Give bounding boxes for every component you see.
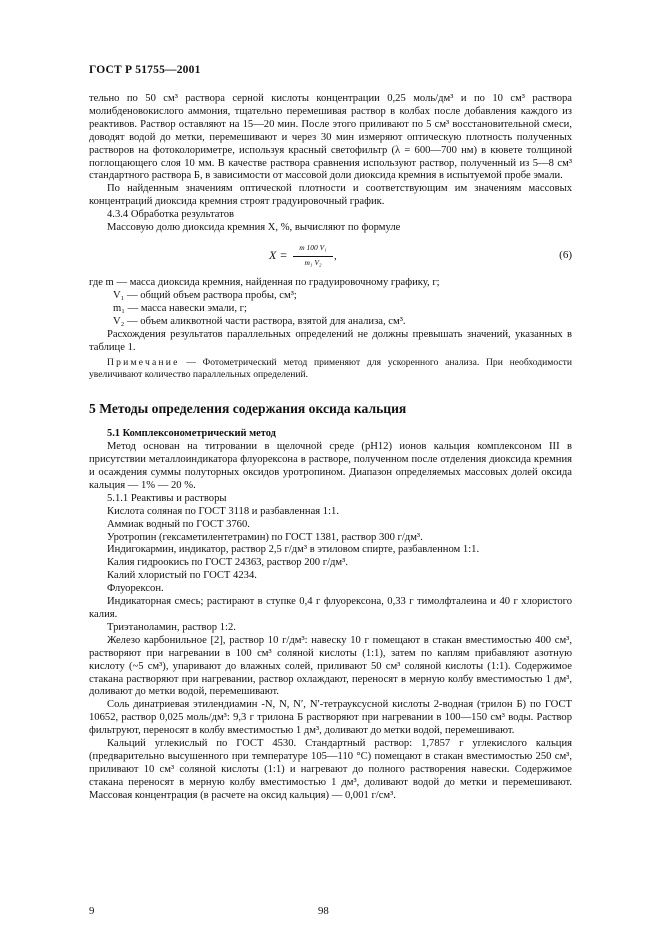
reagent-line: Калия гидроокись по ГОСТ 24363, раствор 200 г/дм³.	[107, 557, 348, 569]
document-header: ГОСТ Р 51755—2001	[89, 64, 201, 76]
paragraph-method: Метод основан на титровании в щелочной среде (pH12) ионов кальция комплексоном III в присутствии металлоиндикатора флуорексона в растворе, полученном после отделения диоксида кремния и осаждения суммы полуторных оксидов уротропином. Диапазон определяемых массовых долей оксида кальция — 1% — 20 %.	[89, 441, 572, 491]
reagent-line: Уротропин (гексаметилентетрамин) по ГОСТ 1381, раствор 300 г/дм³.	[107, 531, 423, 543]
note	[89, 357, 572, 381]
subsection-4-3-4-heading: 4.3.4 Обработка результатов	[107, 209, 234, 221]
formula-legend	[89, 277, 572, 329]
reagent-line: Кислота соляная по ГОСТ 3118 и разбавленная 1:1.	[107, 505, 339, 517]
paragraph-calibration: По найденным значениям оптической плотности и соответствующим им значениям массовых концентраций диоксида кремния строят градуировочный график.	[89, 183, 572, 208]
paragraph-calcium-carbonate: Кальций углекислый по ГОСТ 4530. Стандартный раствор: 1,7857 г углекислого кальция (предварительно высушенного при температуре 105—110 °С) помещают в стакан вместимостью 250 см³, приливают 10 см³ соляной кислоты (1:1) и нагревают до полного растворения навески. Содержимое стакана переносят в мерную колбу вместимостью 1 дм³, доливают водой до метки и перемешивают. Массовая концентрация (в расчете на оксид кальция) — 0,001 г/см³.	[89, 738, 572, 801]
paragraph-trilon: Соль динатриевая этилендиамин -N, N, N′, N′-тетрауксусной кислоты 2-водная (трилон Б) по ГОСТ 10652, раствор 0,025 моль/дм³: 9,3 г трилона Б растворяют при нагревании в 100—150 см³ воды. Раствор фильтруют, переносят в колбу вместимостью 1 дм³, доливают до метки водой, перемешивают.	[89, 699, 572, 737]
reagent-line: Флуорексон.	[107, 583, 164, 595]
formula-fraction	[293, 242, 333, 270]
legend-line: где m — масса диоксида кремния, найденная по градуировочному графику, г;	[89, 276, 440, 288]
reagent-line: Индигокармин, индикатор, раствор 2,5 г/дм³ в этиловом спирте, разбавленном 1:1.	[107, 544, 480, 556]
reagent-line: 5.1.1 Реактивы и растворы	[107, 492, 227, 504]
subsection-5-1-heading: 5.1 Комплексонометрический метод	[107, 428, 276, 440]
formula-comma: ,	[334, 249, 337, 262]
section-5-heading: 5 Методы определения содержания оксида кальция	[89, 401, 407, 417]
formula-number: (6)	[559, 248, 572, 261]
legend-line: m₁ — масса навески эмали, г;	[113, 302, 247, 314]
page-number: 98	[318, 905, 329, 917]
paragraph-formula-intro: Массовую долю диоксида кремния X, %, вычисляют по формуле	[107, 222, 401, 234]
reagent-line: Аммиак водный по ГОСТ 3760.	[107, 518, 250, 530]
reagent-line: Калий хлористый по ГОСТ 4234.	[107, 570, 257, 582]
footer-left-number: 9	[89, 905, 95, 917]
legend-line: V₂ — объем аликвотной части раствора, взятой для анализа, см³.	[113, 315, 406, 327]
document-body	[89, 93, 572, 803]
note-label: Примечание	[107, 357, 180, 369]
formula-6	[89, 241, 572, 271]
paragraph-iron: Железо карбонильное [2], раствор 10 г/дм³: навеску 10 г помещают в стакан вместимостью 400 см³, растворяют при нагревании в 100 см³ соляной кислоты (1:1), затем по каплям прибавляют азотную кислоту (~5 см³), упаривают до влажных солей, приливают 50 см³ соляной кислоты (1:1). Содержимое стакана растворяют при нагревании, раствор охлаждают, переносят в мерную колбу вместимостью 1 дм³, доливают до метки водой, перемешивают.	[89, 634, 572, 698]
formula-lhs: X =	[269, 247, 288, 262]
formula-denominator: m₁ V₂	[304, 257, 322, 267]
paragraph-triethanolamine: Триэтаноламин, раствор 1:2.	[107, 621, 236, 633]
legend-line: V₁ — общий объем раствора пробы, см³;	[113, 289, 297, 301]
note-text: — Фотометрический метод применяют для ускоренного анализа. При необходимости увеличивают количество параллельных определений.	[89, 357, 572, 381]
paragraph-continuation: тельно по 50 см³ раствора серной кислоты концентрации 0,25 моль/дм³ и по 10 см³ раствора молибденовокислого аммония, тщательно перемешивая раствор в колбах после добавления каждого из реактивов. Раствор оставляют на 15—20 мин. После этого приливают по 5 см³ восстановительной смеси, доводят водой до метки, перемешивают и через 30 мин измеряют оптическую плотность полученных растворов на фотоколориметре, используя красный светофильтр (λ = 600—700 нм) в кювете толщиной поглощающего слоя 10 мм. В качестве раствора сравнения используют раствор, полученный из 5—8 см³ стандартного раствора Б, в зависимости от массовой доли диоксида кремния в испытуемой пробе эмали.	[89, 93, 572, 182]
paragraph-indicator-mix: Индикаторная смесь; растирают в ступке 0,4 г флуорексона, 0,33 г тимолфталеина и 40 г хлористого калия.	[89, 596, 572, 620]
formula-numerator: m 100 V₁	[293, 242, 333, 257]
paragraph-discrepancy: Расхождения результатов параллельных определений не должны превышать значений, указанных в таблице 1.	[89, 328, 572, 353]
